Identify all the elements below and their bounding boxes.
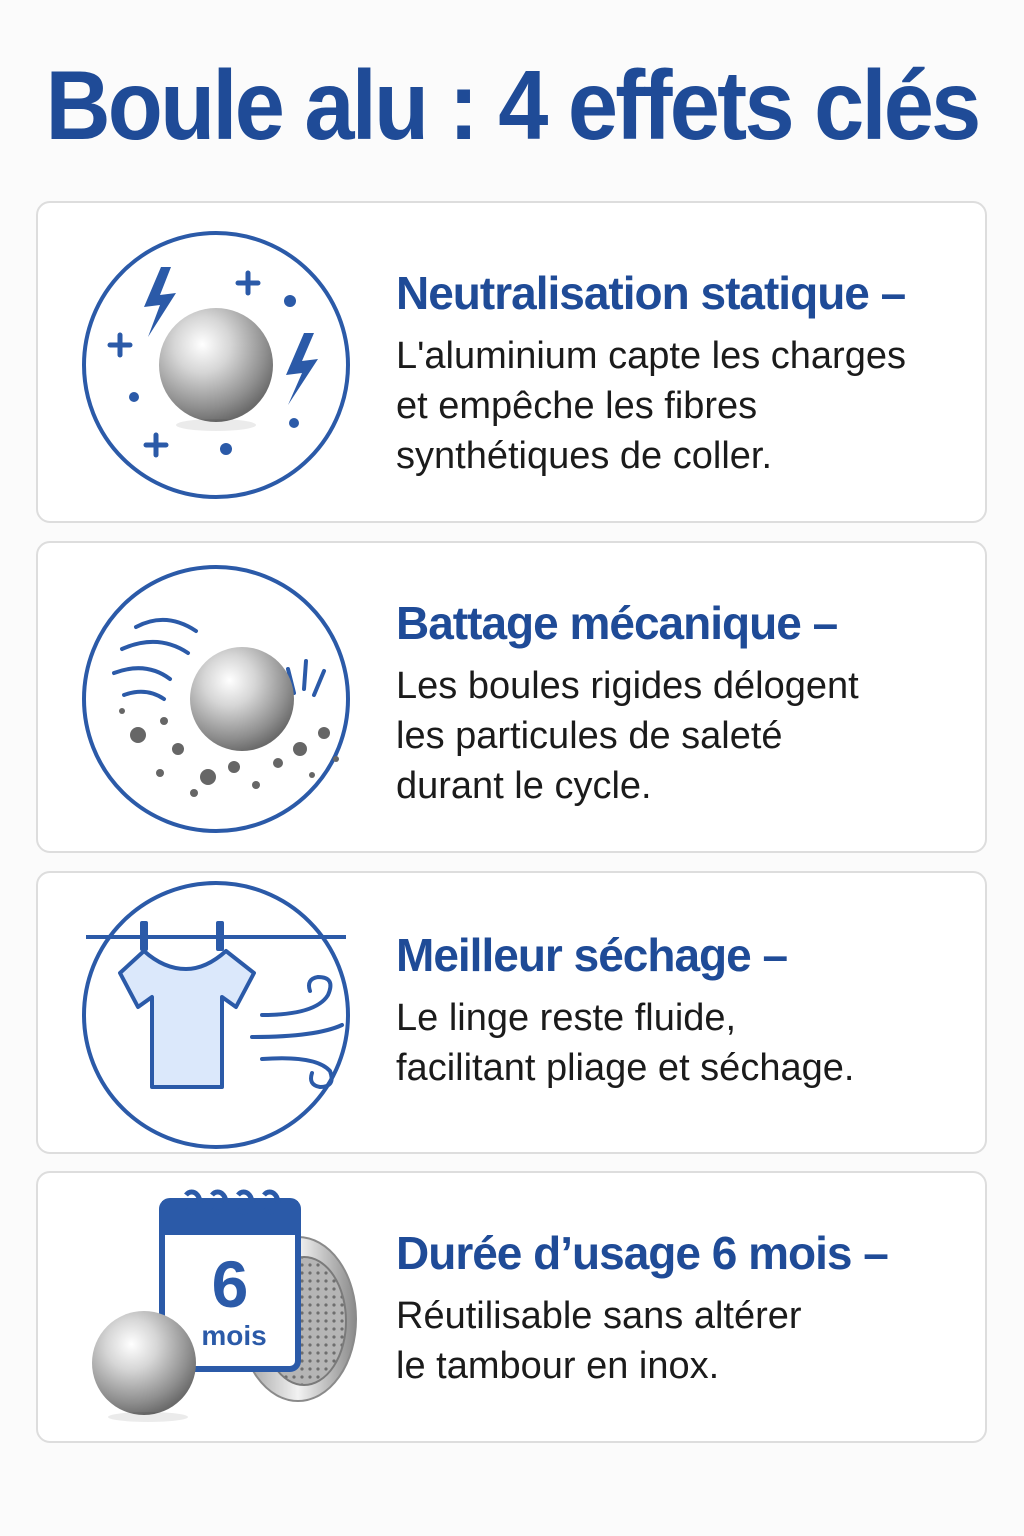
shirt-drying-icon — [66, 865, 366, 1165]
card-heading: Durée d’usage 6 mois – — [396, 1227, 888, 1279]
feature-card-mechanical — [36, 541, 987, 853]
calendar-unit: mois — [201, 1320, 267, 1351]
static-neutralization-icon — [66, 215, 366, 515]
card-heading: Battage mécanique – — [396, 597, 838, 649]
card-body: Les boules rigides délogent les particules de saleté durant le cycle. — [396, 665, 859, 807]
feature-card-lifespan — [36, 1171, 987, 1443]
calendar-number: 6 — [211, 1247, 249, 1321]
calendar-drum-icon — [66, 1149, 366, 1449]
dirt-particles-icon — [66, 549, 366, 849]
card-body: L'aluminium capte les charges et empêche les fibres synthétiques de coller. — [396, 335, 906, 477]
card-heading: Neutralisation statique – — [396, 267, 906, 319]
card-body: Réutilisable sans altérer le tambour en inox. — [396, 1295, 802, 1387]
card-body: Le linge reste fluide, facilitant pliage et séchage. — [396, 997, 855, 1089]
page-title: Boule alu : 4 effets clés — [45, 50, 979, 160]
feature-card-static — [36, 201, 987, 523]
card-heading: Meilleur séchage – — [396, 929, 788, 981]
feature-card-drying — [36, 871, 987, 1154]
